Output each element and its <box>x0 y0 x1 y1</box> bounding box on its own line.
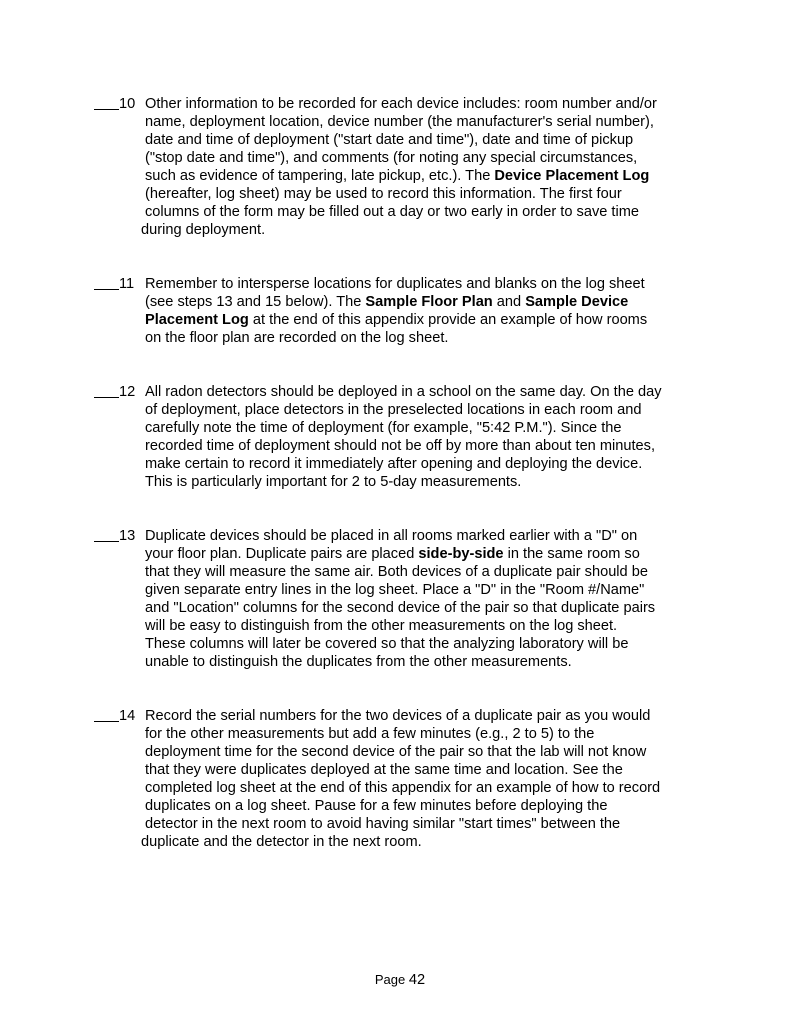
page-footer <box>0 972 800 988</box>
checkbox-blank-line[interactable] <box>94 527 119 542</box>
step-text <box>141 95 710 239</box>
text-line: deployment time for the second device of the pair so that the lab will not know <box>145 744 647 760</box>
step-number: 11 <box>119 276 135 292</box>
step-number: 12 <box>119 384 136 400</box>
step-number: 13 <box>119 528 136 544</box>
text-line: recorded time of deployment should not be off by more than about ten minutes, <box>145 438 656 454</box>
text-line: duplicates on a log sheet. Pause for a few minutes before deploying the <box>145 798 608 814</box>
bold-term: Placement Log <box>145 312 249 328</box>
bold-term: Sample Device <box>525 294 629 310</box>
page-number: 42 <box>408 972 426 988</box>
text-line <box>145 311 710 329</box>
text-line: This is particularly important for 2 to 5-day measurements. <box>145 474 522 490</box>
checkbox-blank-line[interactable] <box>94 95 119 110</box>
text-line: Record the serial numbers for the two devices of a duplicate pair as you would <box>145 708 651 724</box>
text-line: (hereafter, log sheet) may be used to record this information. The first four <box>145 186 622 202</box>
step-14 <box>94 707 714 851</box>
bold-term: side-by-side <box>418 546 504 562</box>
step-text <box>141 707 710 851</box>
text-line: given separate entry lines in the log sheet. Place a "D" in the "Room #/Name" <box>145 582 645 598</box>
text-line: make certain to record it immediately after opening and deploying the device. <box>145 456 643 472</box>
text-line <box>145 293 710 311</box>
text-segment: your floor plan. Duplicate pairs are placed <box>145 546 419 562</box>
text-line: These columns will later be covered so that the analyzing laboratory will be <box>145 636 629 652</box>
checkbox-blank-line[interactable] <box>94 383 119 398</box>
checkbox-blank-line[interactable] <box>94 275 119 290</box>
text-segment: (see steps 13 and 15 below). The <box>145 294 366 310</box>
text-line: completed log sheet at the end of this appendix for an example of how to record <box>145 780 661 796</box>
text-line: that they were duplicates deployed at the same time and location. See the <box>145 762 623 778</box>
step-text <box>145 527 710 671</box>
step-text <box>145 383 710 491</box>
bold-term: Sample Floor Plan <box>365 294 493 310</box>
text-line: will be easy to distinguish from the other measurements on the log sheet. <box>145 618 618 634</box>
text-line: detector in the next room to avoid having similar "start times" between the <box>145 816 621 832</box>
text-line: ("stop date and time"), and comments (for noting any special circumstances, <box>145 150 638 166</box>
text-line: duplicate and the detector in the next room. <box>141 834 422 850</box>
step-12 <box>94 383 714 491</box>
step-text <box>145 275 710 347</box>
bold-term: Device Placement Log <box>494 168 650 184</box>
text-segment: and <box>492 294 526 310</box>
text-segment: such as evidence of tampering, late pickup, etc.). The <box>145 168 495 184</box>
text-line: for the other measurements but add a few minutes (e.g., 2 to 5) to the <box>145 726 595 742</box>
text-line: date and time of deployment ("start date and time"), date and time of pickup <box>145 132 634 148</box>
text-line: during deployment. <box>141 222 266 238</box>
text-segment: at the end of this appendix provide an example of how rooms <box>248 312 648 328</box>
step-13 <box>94 527 714 671</box>
text-line: that they will measure the same air. Both devices of a duplicate pair should be <box>145 564 648 580</box>
checkbox-blank-line[interactable] <box>94 707 119 722</box>
text-line: on the floor plan are recorded on the log sheet. <box>145 330 449 346</box>
text-line: columns of the form may be filled out a day or two early in order to save time <box>145 204 639 220</box>
text-line: name, deployment location, device number (the manufacturer's serial number), <box>145 114 654 130</box>
text-line: Other information to be recorded for each device includes: room number and/or <box>145 96 657 112</box>
text-line <box>145 167 710 185</box>
text-line <box>145 545 710 563</box>
text-line: of deployment, place detectors in the preselected locations in each room and <box>145 402 642 418</box>
text-line: Remember to intersperse locations for duplicates and blanks on the log sheet <box>145 276 645 292</box>
text-line: All radon detectors should be deployed in a school on the same day. On the day <box>145 384 662 400</box>
text-line: unable to distinguish the duplicates from the other measurements. <box>145 654 572 670</box>
text-line: Duplicate devices should be placed in all rooms marked earlier with a "D" on <box>145 528 638 544</box>
text-segment: in the same room so <box>503 546 640 562</box>
step-10 <box>94 95 714 239</box>
page-label: Page <box>374 972 406 987</box>
text-line: carefully note the time of deployment (for example, "5:42 P.M."). Since the <box>145 420 622 436</box>
step-number: 14 <box>119 708 136 724</box>
step-number: 10 <box>119 96 136 112</box>
step-11 <box>94 275 714 347</box>
text-line: and "Location" columns for the second device of the pair so that duplicate pairs <box>145 600 656 616</box>
